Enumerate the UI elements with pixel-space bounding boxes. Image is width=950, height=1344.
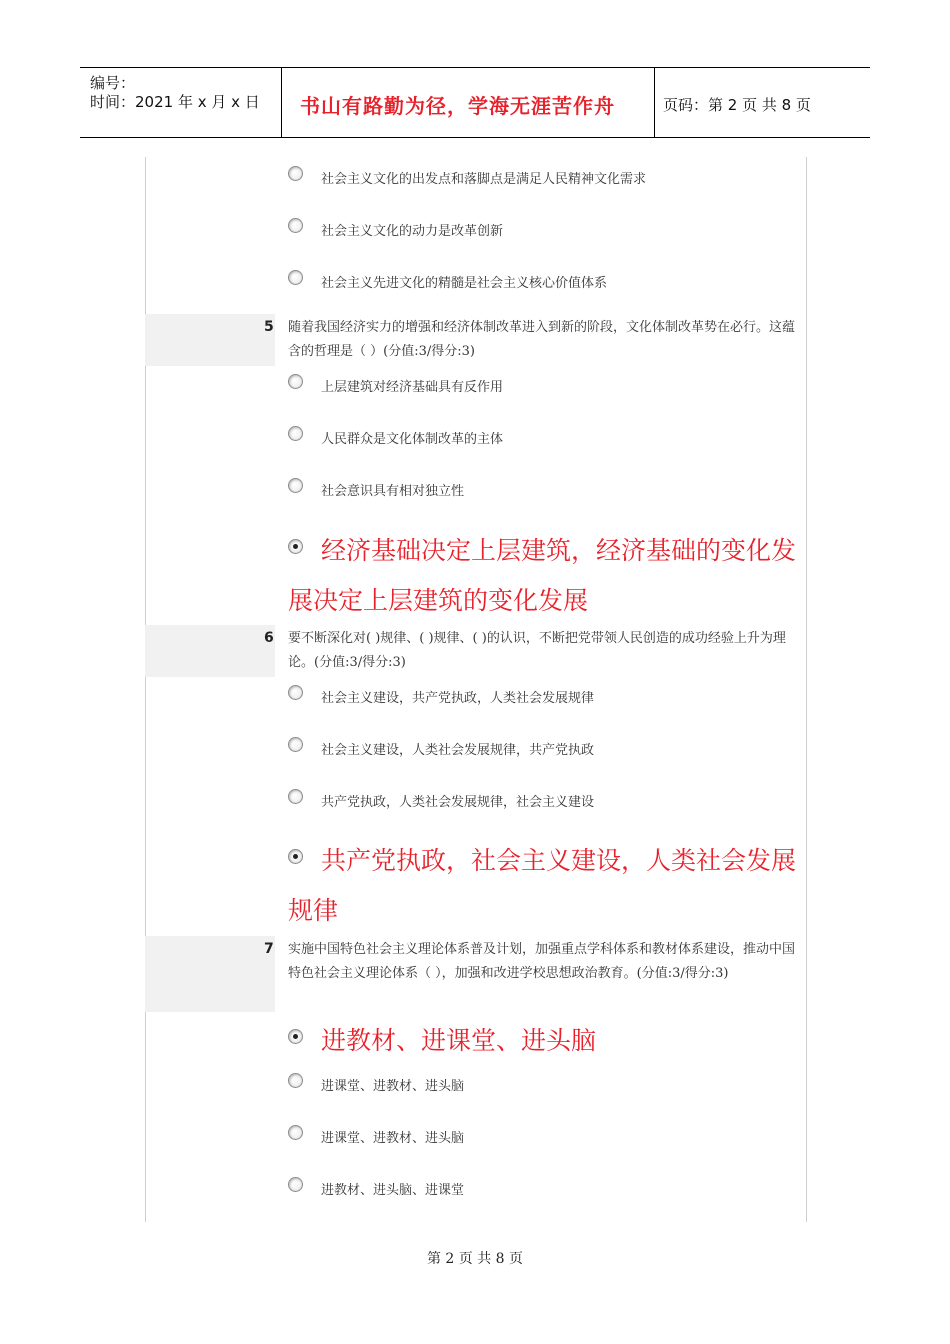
question-number: 7 [264,941,274,957]
question-text: 实施中国特色社会主义理论体系普及计划，加强重点学科体系和教材体系建设，推动中国特色社会主义理论体系（ ），加强和改进学校思想政治教育。(分值:3/得分:3) [288,942,796,981]
question-text: 要不断深化对( )规律、( )规律、( )的认识，不断把党带领人民创造的成功经验上升为理论。(分值:3/得分:3) [288,631,786,670]
radio-button[interactable] [288,478,303,493]
option-label: 进教材、进头脑、进课堂 [321,1183,465,1198]
radio-button[interactable] [288,270,303,285]
radio-button[interactable] [288,426,303,441]
option-label: 人民群众是文化体制改革的主体 [321,432,504,447]
selected-answer[interactable] [288,836,808,936]
option-label: 社会主义建设，共产党执政，人类社会发展规律 [321,691,595,706]
radio-button[interactable] [288,685,303,700]
question-number-cell [145,625,275,677]
question-number: 6 [264,630,274,646]
header-divider [281,68,282,137]
date-label: 时间：2021 年 x 月 x 日 [90,93,260,111]
question-number: 5 [264,319,274,335]
radio-button[interactable] [288,1177,303,1192]
radio-button-checked[interactable] [288,539,303,554]
answer-label: 进教材、进课堂、进头脑 [321,1026,597,1055]
header-divider [654,68,655,137]
option-label: 社会意识具有相对独立性 [321,484,465,499]
radio-button[interactable] [288,789,303,804]
radio-button[interactable] [288,166,303,181]
radio-button[interactable] [288,737,303,752]
radio-button[interactable] [288,1125,303,1140]
radio-button[interactable] [288,218,303,233]
option-label: 共产党执政，人类社会发展规律，社会主义建设 [321,795,595,810]
question-text: 随着我国经济实力的增强和经济体制改革进入到新的阶段，文化体制改革势在必行。这蕴含的哲理是（ ）(分值:3/得分:3) [288,320,796,359]
page-label: 页码：第 2 页 共 8 页 [663,96,811,114]
option-label: 社会主义文化的动力是改革创新 [321,224,504,239]
selected-answer[interactable] [288,526,808,626]
radio-button[interactable] [288,374,303,389]
selected-answer[interactable] [288,1016,808,1066]
motto: 书山有路勤为径，学海无涯苦作舟 [300,94,615,118]
option-label: 进课堂、进教材、进头脑 [321,1131,465,1146]
option-label: 社会主义文化的出发点和落脚点是满足人民精神文化需求 [321,172,647,187]
radio-button-checked[interactable] [288,1029,303,1044]
answer-label: 经济基础决定上层建筑，经济基础的变化发展决定上层建筑的变化发展 [288,536,797,615]
question-number-cell [145,314,275,366]
page-footer: 第 2 页 共 8 页 [426,1251,524,1267]
radio-button-checked[interactable] [288,849,303,864]
option-label: 社会主义建设，人类社会发展规律，共产党执政 [321,743,595,758]
number-label: 编号： [90,74,136,92]
answer-label: 共产党执政，社会主义建设，人类社会发展规律 [288,846,797,925]
option-label: 进课堂、进教材、进头脑 [321,1079,465,1094]
document-header [80,67,870,138]
option-label: 上层建筑对经济基础具有反作用 [321,380,504,395]
option-label: 社会主义先进文化的精髓是社会主义核心价值体系 [321,276,608,291]
question-number-cell [145,936,275,1012]
radio-button[interactable] [288,1073,303,1088]
